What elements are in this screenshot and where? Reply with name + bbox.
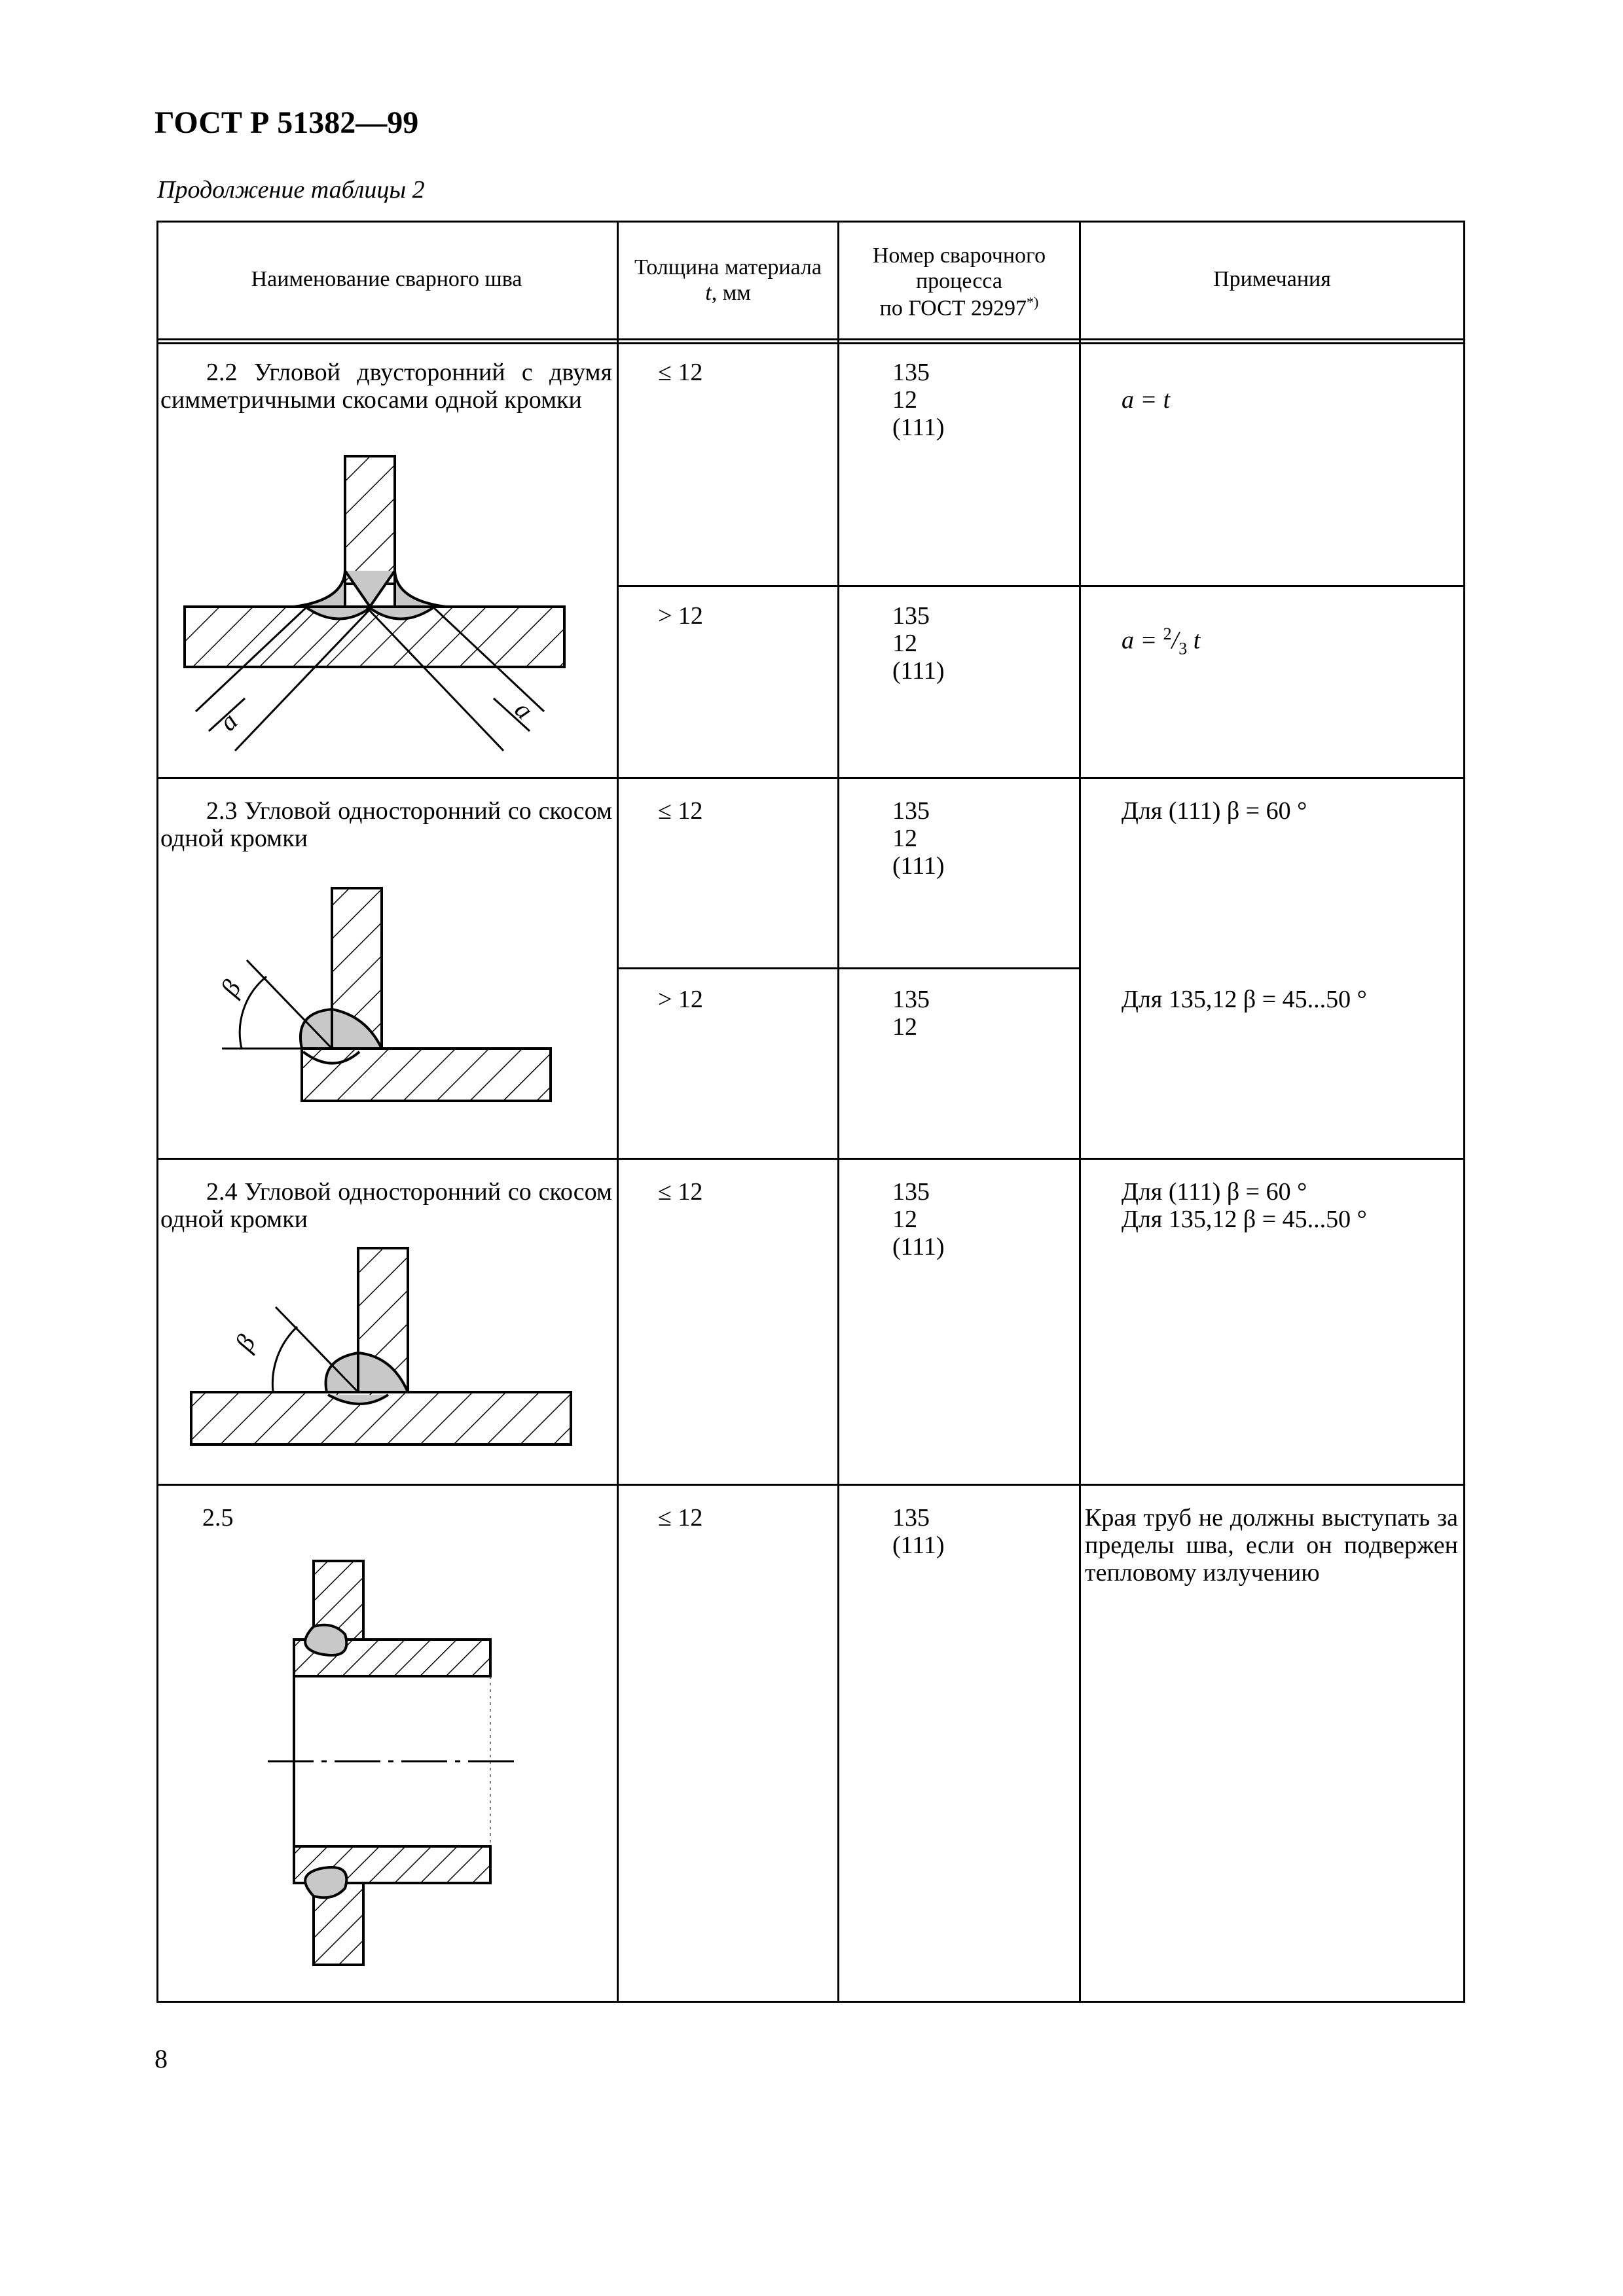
process-2-2-a: 135 12 (111) xyxy=(892,359,945,441)
note-2-3-b: Для 135,12 β = 45...50 ° xyxy=(1122,986,1367,1013)
column-divider-1 xyxy=(617,221,619,2003)
row-separator-2-2-sub xyxy=(618,585,1465,587)
weld-bottom xyxy=(305,1867,346,1897)
weld-drawing-2-5 xyxy=(255,1556,582,1975)
bevel-groove xyxy=(345,571,395,607)
note-2-3-a: Для (111) β = 60 ° xyxy=(1122,797,1307,825)
table-border-bottom xyxy=(156,2001,1465,2003)
thickness-2-5: ≤ 12 xyxy=(658,1504,703,1532)
process-2-3-a: 135 12 (111) xyxy=(892,797,945,880)
thickness-2-4: ≤ 12 xyxy=(658,1178,703,1206)
weld-name-2-3: 2.3 Угловой односторонний со скосом одной кромки xyxy=(160,797,612,852)
weld-drawing-2-2 xyxy=(183,443,602,770)
thickness-2-3-b: > 12 xyxy=(658,986,703,1013)
thickness-2-3-a: ≤ 12 xyxy=(658,797,703,825)
note-2-4: Для (111) β = 60 ° Для 135,12 β = 45...50 ° xyxy=(1122,1178,1367,1233)
dimension-label-a-left: a xyxy=(213,706,244,737)
header-notes: Примечания xyxy=(1213,267,1331,291)
weld-table xyxy=(156,221,1465,2003)
document-title: ГОСТ Р 51382—99 xyxy=(155,105,419,140)
thickness-2-2-b: > 12 xyxy=(658,602,703,630)
note-2-2-b: $a = ^2/_3$ t xyxy=(1122,624,1201,658)
page-number: 8 xyxy=(155,2044,168,2073)
row-separator-2-3-sub xyxy=(618,967,1080,969)
header-separator xyxy=(156,338,1465,340)
column-divider-2 xyxy=(837,221,839,2003)
angle-label-beta: β xyxy=(228,1329,261,1356)
table-continuation-caption: Продолжение таблицы 2 xyxy=(157,176,425,204)
header-weld-name: Наименование сварного шва xyxy=(251,267,522,291)
angle-arc xyxy=(272,1327,297,1392)
process-2-2-b: 135 12 (111) xyxy=(892,602,945,685)
vertical-plate xyxy=(345,456,395,584)
table-border-left xyxy=(156,221,158,2003)
angle-arc xyxy=(240,977,266,1049)
process-2-3-b: 135 12 xyxy=(892,986,930,1041)
row-separator-2-3 xyxy=(156,777,1465,779)
weld-name-2-2: 2.2 Угловой двусторонний с двумя симметричными скосами одной кромки xyxy=(160,359,612,414)
note-2-5: Края труб не должны выступать за пределы шва, если он подвержен тепловому излучению xyxy=(1085,1504,1458,1587)
column-divider-3 xyxy=(1079,221,1081,2003)
process-2-5: 135 (111) xyxy=(892,1504,945,1559)
angle-label-beta: β xyxy=(214,975,247,1001)
row-separator-2-5 xyxy=(156,1484,1465,1486)
row-separator-2-4 xyxy=(156,1158,1465,1160)
weld-name-2-4: 2.4 Угловой односторонний со скосом одной кромки xyxy=(160,1178,612,1233)
process-2-4: 135 12 (111) xyxy=(892,1178,945,1261)
bevel-line xyxy=(276,1307,358,1392)
bevel-line xyxy=(247,960,332,1049)
weld-name-2-5: 2.5 xyxy=(202,1504,234,1532)
header-thickness: Толщина материала t, мм xyxy=(634,255,822,306)
weld-drawing-2-3 xyxy=(214,882,615,1143)
note-2-2-a: a = t xyxy=(1122,386,1171,414)
weld-drawing-2-4 xyxy=(189,1242,608,1477)
header-process-number: Номер сварочного процесса по ГОСТ 29297*) xyxy=(872,243,1046,321)
thickness-2-2-a: ≤ 12 xyxy=(658,359,703,386)
weld-top xyxy=(305,1625,346,1655)
dimension-label-a-right: a xyxy=(509,694,539,725)
header-separator-double xyxy=(156,342,1465,344)
table-border-right xyxy=(1463,221,1465,2003)
table-border-top xyxy=(156,221,1465,223)
base-plate xyxy=(302,1049,551,1101)
